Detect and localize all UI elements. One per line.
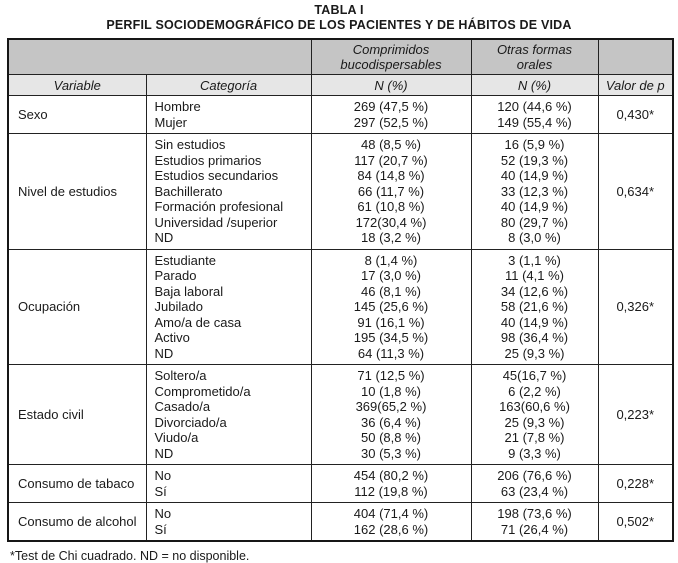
column-header-row [8, 75, 673, 96]
bucodispersables-cell [311, 465, 471, 503]
bucodispersables-cell-line: 8 (1,4 %) [364, 252, 418, 268]
otras-formas-cell-line: 33 (12,3 %) [500, 183, 569, 199]
col-header-variable: Variable [8, 75, 146, 96]
table-title: TABLA I [314, 3, 364, 17]
category-cell-line: Parado [154, 268, 197, 283]
category-cell-line: Jubilado [154, 299, 203, 314]
p-value-cell: 0,430* [598, 96, 673, 134]
table-subtitle: PERFIL SOCIODEMOGRÁFICO DE LOS PACIENTES Y DE HÁBITOS DE VIDA [106, 18, 572, 32]
bucodispersables-cell [311, 365, 471, 465]
variable-cell: Estado civil [8, 365, 146, 465]
otras-formas-cell-line: 52 (19,3 %) [500, 152, 569, 168]
bucodispersables-cell-line: 91 (16,1 %) [357, 314, 425, 330]
otras-formas-cell-line: 80 (29,7 %) [500, 214, 569, 230]
otras-formas-cell-line: 63 (23,4 %) [500, 483, 569, 499]
category-cell-line: Activo [154, 330, 190, 345]
otras-formas-cell-line: 9 (3,3 %) [508, 445, 561, 461]
bucodispersables-cell-line: 66 (11,7 %) [357, 183, 425, 199]
otras-formas-cell-line: 25 (9,3 %) [504, 414, 565, 430]
otras-formas-cell-line: 206 (76,6 %) [497, 468, 572, 483]
footnote: *Test de Chi cuadrado. ND = no disponible. [10, 549, 250, 563]
category-cell [146, 96, 311, 134]
otras-formas-cell-line: 71 (26,4 %) [500, 521, 569, 537]
category-cell [146, 134, 311, 250]
sociodemographic-table [7, 38, 674, 542]
otras-formas-cell-line: 40 (14,9 %) [500, 314, 569, 330]
table-row [8, 134, 673, 250]
otras-formas-cell-line: 45(16,7 %) [502, 368, 567, 383]
group-header-otras-formas: Otras formas orales [471, 39, 598, 75]
bucodispersables-cell [311, 503, 471, 542]
title-block [0, 3, 678, 33]
otras-formas-cell-line: 163(60,6 %) [499, 399, 570, 414]
bucodispersables-cell-line: 162 (28,6 %) [353, 521, 429, 537]
variable-cell: Nivel de estudios [8, 134, 146, 250]
category-cell-line: Formación profesional [154, 199, 284, 214]
bucodispersables-cell-line: 18 (3,2 %) [361, 230, 421, 245]
otras-formas-cell-line: 98 (36,4 %) [500, 330, 569, 345]
variable-cell: Sexo [8, 96, 146, 134]
bucodispersables-cell-line: 117 (20,7 %) [354, 152, 428, 168]
bucodispersables-cell-line: 30 (5,3 %) [361, 445, 421, 461]
col-header-categoria: Categoría [146, 75, 311, 96]
category-cell-line: Sí [154, 521, 167, 537]
category-cell [146, 503, 311, 542]
otras-formas-cell-line: 25 (9,3 %) [504, 345, 565, 361]
category-cell-line: Casado/a [154, 399, 211, 414]
category-cell-line: Estudios secundarios [154, 168, 279, 183]
bucodispersables-cell [311, 249, 471, 365]
category-cell-line: ND [154, 345, 174, 361]
category-cell-line: Baja laboral [154, 283, 224, 299]
bucodispersables-cell-line: 454 (80,2 %) [353, 468, 429, 483]
category-cell-line: Viudo/a [154, 430, 199, 445]
category-cell-line: Amo/a de casa [154, 314, 242, 330]
group-header-row [8, 39, 673, 75]
otras-formas-cell [471, 134, 598, 250]
bucodispersables-cell-line: 145 (25,6 %) [353, 299, 429, 314]
otras-formas-cell-line: 11 (4,1 %) [504, 268, 564, 283]
p-value-cell: 0,223* [598, 365, 673, 465]
otras-formas-cell-line: 8 (3,0 %) [508, 230, 561, 245]
variable-cell: Consumo de alcohol [8, 503, 146, 542]
bucodispersables-cell [311, 96, 471, 134]
bucodispersables-cell-line: 369(65,2 %) [355, 399, 427, 414]
p-value-cell: 0,326* [598, 249, 673, 365]
p-value-cell: 0,634* [598, 134, 673, 250]
otras-formas-cell [471, 503, 598, 542]
category-cell-line: Soltero/a [154, 368, 207, 383]
otras-formas-cell-line: 6 (2,2 %) [508, 383, 561, 399]
category-cell [146, 465, 311, 503]
variable-cell: Ocupación [8, 249, 146, 365]
bucodispersables-cell-line: 10 (1,8 %) [361, 383, 421, 399]
category-cell-line: Mujer [154, 114, 188, 130]
bucodispersables-cell-line: 64 (11,3 %) [357, 345, 425, 361]
category-cell-line: No [154, 468, 172, 483]
bucodispersables-cell-line: 172(30,4 %) [355, 214, 427, 230]
bucodispersables-cell-line: 112 (19,8 %) [354, 483, 428, 499]
category-cell-line: Estudios primarios [154, 152, 262, 168]
otras-formas-cell-line: 58 (21,6 %) [500, 299, 569, 314]
bucodispersables-cell-line: 195 (34,5 %) [353, 330, 429, 345]
bucodispersables-cell-line: 84 (14,8 %) [357, 168, 425, 183]
otras-formas-cell [471, 365, 598, 465]
bucodispersables-cell-line: 50 (8,8 %) [361, 430, 421, 445]
otras-formas-cell [471, 96, 598, 134]
empty-group-header-cell [598, 39, 673, 75]
otras-formas-cell-line: 34 (12,6 %) [500, 283, 569, 299]
bucodispersables-cell-line: 61 (10,8 %) [357, 199, 425, 214]
category-cell-line: ND [154, 230, 174, 245]
otras-formas-cell-line: 21 (7,8 %) [504, 430, 565, 445]
category-cell-line: Estudiante [154, 252, 216, 268]
table-row [8, 503, 673, 542]
variable-cell: Consumo de tabaco [8, 465, 146, 503]
col-header-valor-de-p: Valor de p [598, 75, 673, 96]
bucodispersables-cell-line: 46 (8,1 %) [361, 283, 421, 299]
bucodispersables-cell-line: 269 (47,5 %) [353, 99, 429, 114]
otras-formas-cell-line: 198 (73,6 %) [497, 506, 572, 521]
table-row [8, 96, 673, 134]
table-row [8, 465, 673, 503]
otras-formas-cell-line: 120 (44,6 %) [497, 99, 572, 114]
category-cell-line: Universidad /superior [154, 214, 278, 230]
otras-formas-cell-line: 3 (1,1 %) [508, 252, 561, 268]
category-cell [146, 249, 311, 365]
group-header-bucodispersables: Comprimidos bucodispersables [311, 39, 471, 75]
category-cell-line: Sin estudios [154, 137, 226, 152]
bucodispersables-cell-line: 297 (52,5 %) [353, 114, 429, 130]
bucodispersables-cell-line: 48 (8,5 %) [361, 137, 421, 152]
otras-formas-cell-line: 40 (14,9 %) [500, 199, 569, 214]
table-row [8, 365, 673, 465]
otras-formas-cell [471, 465, 598, 503]
bucodispersables-cell [311, 134, 471, 250]
category-cell-line: Bachillerato [154, 183, 223, 199]
category-cell-line: Hombre [154, 99, 201, 114]
col-header-n-pct-otras-formas: N (%) [471, 75, 598, 96]
table-row [8, 249, 673, 365]
category-cell-line: No [154, 506, 172, 521]
category-cell-line: ND [154, 445, 174, 461]
bucodispersables-cell-line: 36 (6,4 %) [361, 414, 421, 430]
category-cell-line: Sí [154, 483, 167, 499]
empty-group-header-cell [8, 39, 311, 75]
bucodispersables-cell-line: 404 (71,4 %) [353, 506, 429, 521]
otras-formas-cell [471, 249, 598, 365]
category-cell-line: Divorciado/a [154, 414, 227, 430]
bucodispersables-cell-line: 71 (12,5 %) [357, 368, 425, 383]
otras-formas-cell-line: 16 (5,9 %) [504, 137, 565, 152]
col-header-n-pct-bucodispersables: N (%) [311, 75, 471, 96]
otras-formas-cell-line: 149 (55,4 %) [497, 114, 572, 130]
category-cell-line: Comprometido/a [154, 383, 251, 399]
p-value-cell: 0,228* [598, 465, 673, 503]
bucodispersables-cell-line: 17 (3,0 %) [361, 268, 421, 283]
otras-formas-cell-line: 40 (14,9 %) [500, 168, 569, 183]
category-cell [146, 365, 311, 465]
p-value-cell: 0,502* [598, 503, 673, 542]
